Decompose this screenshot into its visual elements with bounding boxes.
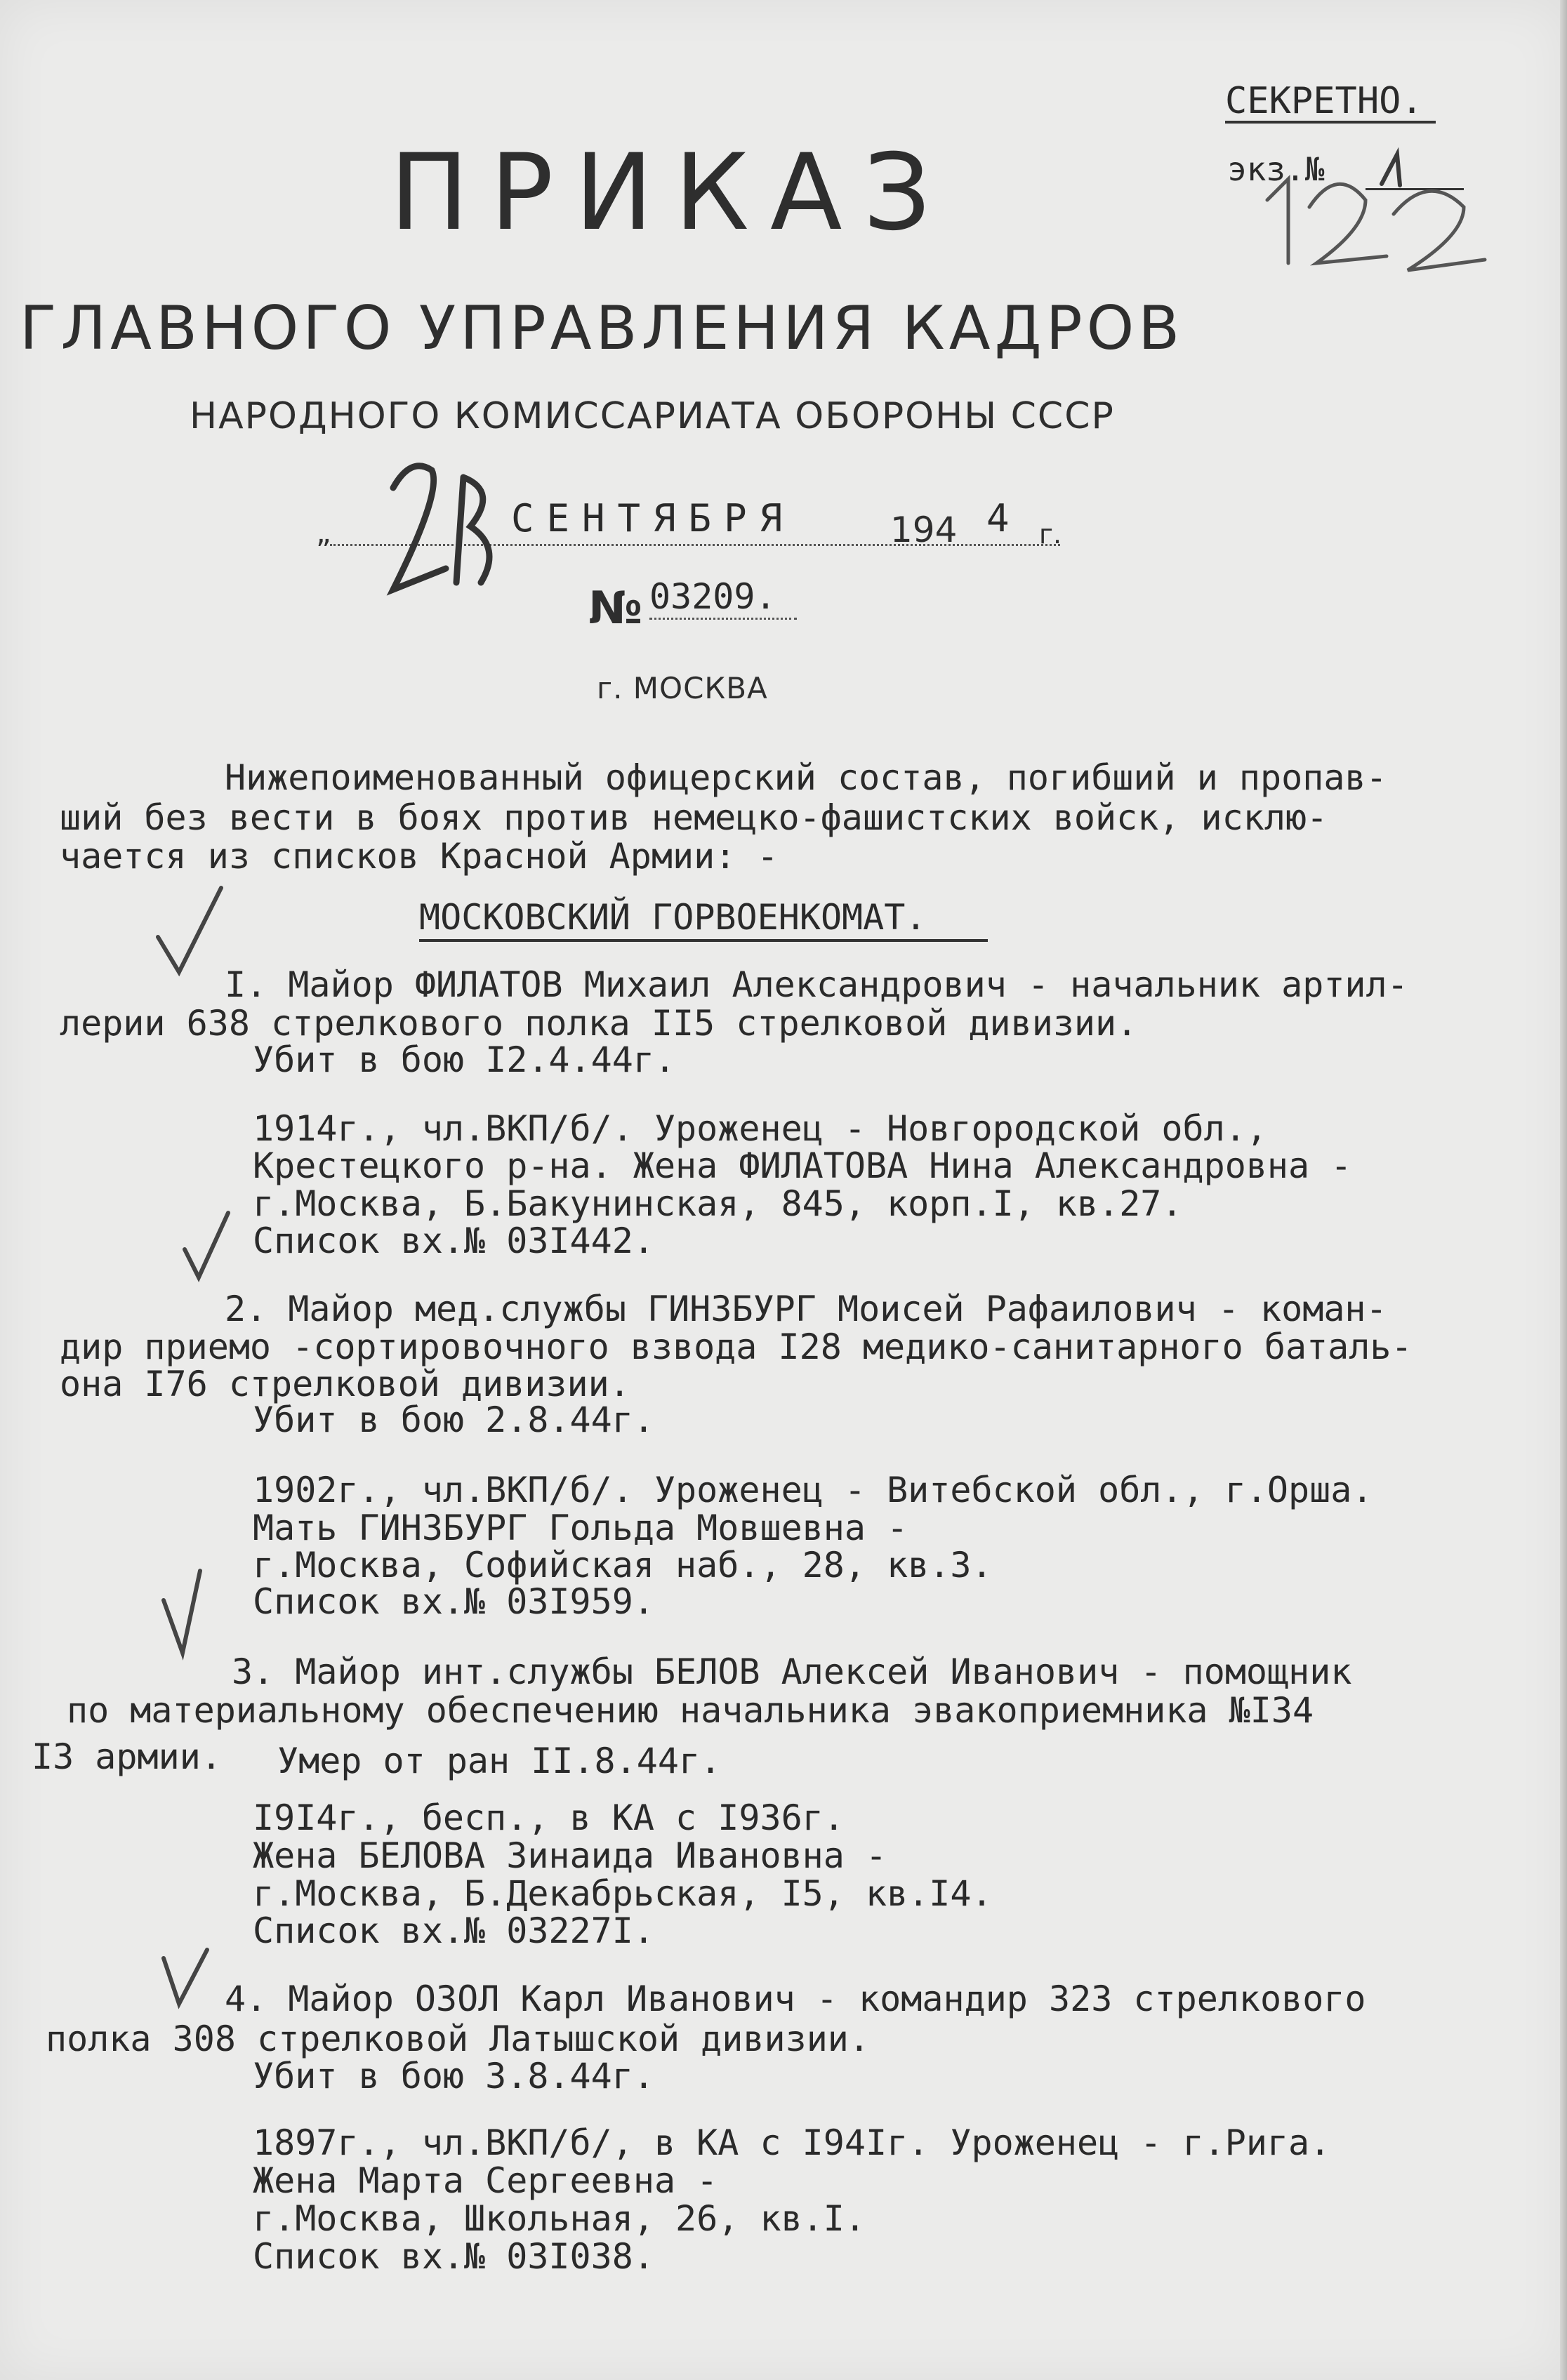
- intro-line-1: Нижепоименованный офицерский состав, погибший и пропав-: [225, 757, 1387, 798]
- checkmark-icon: [158, 1565, 214, 1656]
- order-number-line: [649, 618, 797, 620]
- entry-3-head-line-3: I3 армии.: [32, 1736, 222, 1777]
- entry-3-detail-1: I9I4г., бесп., в КА с I936г.: [253, 1797, 845, 1838]
- date-year-abbrev: г.: [1039, 519, 1062, 550]
- entry-1-detail-3: г.Москва, Б.Бакунинская, 845, корп.I, кв.27.: [253, 1183, 1183, 1224]
- entry-4-detail-3: г.Москва, Школьная, 26, кв.I.: [253, 2198, 866, 2239]
- entry-3-status: Умер от ран II.8.44г.: [277, 1741, 722, 1781]
- date-day-handwritten: [379, 449, 527, 611]
- issuer-line-1: ГЛАВНОГО УПРАВЛЕНИЯ КАДРОВ: [20, 293, 1184, 364]
- order-number-label: №: [588, 583, 642, 634]
- checkmark-icon: [158, 1944, 214, 2014]
- entry-2-status: Убит в бою 2.8.44г.: [253, 1400, 654, 1440]
- entry-3-head-line-2: по материальному обеспечению начальника эвакоприемника №I34: [67, 1690, 1314, 1731]
- page-edge-shadow: [1560, 0, 1567, 2380]
- secret-underline: [1225, 121, 1436, 124]
- entry-2-head-line-3: она I76 стрелковой дивизии.: [60, 1364, 630, 1404]
- handwritten-register-number: [1260, 158, 1541, 277]
- date-month: СЕНТЯБРЯ: [511, 496, 795, 540]
- section-title-underline: [419, 939, 988, 942]
- entry-1-head-line-2: лерии 638 стрелкового полка II5 стрелковой дивизии.: [60, 1003, 1138, 1044]
- entry-4-detail-4: Список вх.№ 03I038.: [253, 2236, 654, 2277]
- intro-line-3: чается из списков Красной Армии: -: [60, 836, 779, 877]
- entry-1-status: Убит в бою I2.4.44г.: [253, 1039, 676, 1080]
- order-number: 03209.: [649, 576, 776, 617]
- section-title: МОСКОВСКИЙ ГОРВОЕНКОМАТ.: [419, 897, 927, 938]
- entry-2-detail-2: Мать ГИНЗБУРГ Гольда Мовшевна -: [253, 1508, 908, 1548]
- entry-4-status: Убит в бою 3.8.44г.: [253, 2056, 654, 2096]
- entry-2-detail-4: Список вх.№ 03I959.: [253, 1581, 654, 1622]
- entry-4-head-line-2: полка 308 стрелковой Латышской дивизии.: [46, 2019, 870, 2059]
- entry-3-detail-3: г.Москва, Б.Декабрьская, I5, кв.I4.: [253, 1873, 993, 1914]
- entry-4-head-line-1: 4. Майор ОЗОЛ Карл Иванович - командир 323 стрелкового: [225, 1979, 1366, 2019]
- issuer-line-2: НАРОДНОГО КОМИССАРИАТА ОБОРОНЫ СССР: [190, 395, 1115, 437]
- copy-number-label: экз.№: [1227, 150, 1325, 188]
- entry-3-detail-4: Список вх.№ 03227I.: [253, 1910, 654, 1951]
- secret-mark: СЕКРЕТНО.: [1225, 80, 1423, 122]
- date-quote-mark: „: [316, 515, 331, 550]
- entry-3-head-line-1: 3. Майор инт.службы БЕЛОВ Алексей Иванович - помощник: [232, 1651, 1352, 1692]
- entry-2-detail-3: г.Москва, Софийская наб., 28, кв.3.: [253, 1545, 993, 1585]
- intro-line-2: ший без вести в боях против немецко-фашистских войск, исклю-: [60, 797, 1328, 838]
- issue-city: г. МОСКВА: [597, 671, 768, 705]
- entry-1-detail-2: Крестецкого р-на. Жена ФИЛАТОВА Нина Александровна -: [253, 1145, 1352, 1186]
- entry-2-head-line-2: дир приемо -сортировочного взвода I28 медико-санитарного баталь-: [60, 1327, 1413, 1367]
- entry-4-detail-1: 1897г., чл.ВКП/б/, в КА с I94Iг. Уроженец - г.Рига.: [253, 2122, 1331, 2163]
- entry-1-detail-1: 1914г., чл.ВКП/б/. Уроженец - Новгородской обл.,: [253, 1108, 1267, 1149]
- checkmark-icon: [179, 1207, 235, 1284]
- date-year-prefix: 194: [890, 510, 958, 550]
- document-title: ПРИКАЗ: [390, 132, 952, 254]
- date-year-suffix: 4: [986, 496, 1010, 540]
- entry-3-detail-2: Жена БЕЛОВА Зинаида Ивановна -: [253, 1835, 887, 1876]
- checkmark-icon: [151, 881, 228, 979]
- entry-4-detail-2: Жена Марта Сергеевна -: [253, 2160, 718, 2201]
- entry-1-detail-4: Список вх.№ 03I442.: [253, 1221, 654, 1261]
- entry-2-detail-1: 1902г., чл.ВКП/б/. Уроженец - Витебской обл., г.Орша.: [253, 1470, 1373, 1510]
- entry-2-head-line-1: 2. Майор мед.службы ГИНЗБУРГ Моисей Рафаилович - коман-: [225, 1289, 1387, 1329]
- entry-1-head-line-1: I. Майор ФИЛАТОВ Михаил Александрович - начальник артил-: [225, 964, 1408, 1005]
